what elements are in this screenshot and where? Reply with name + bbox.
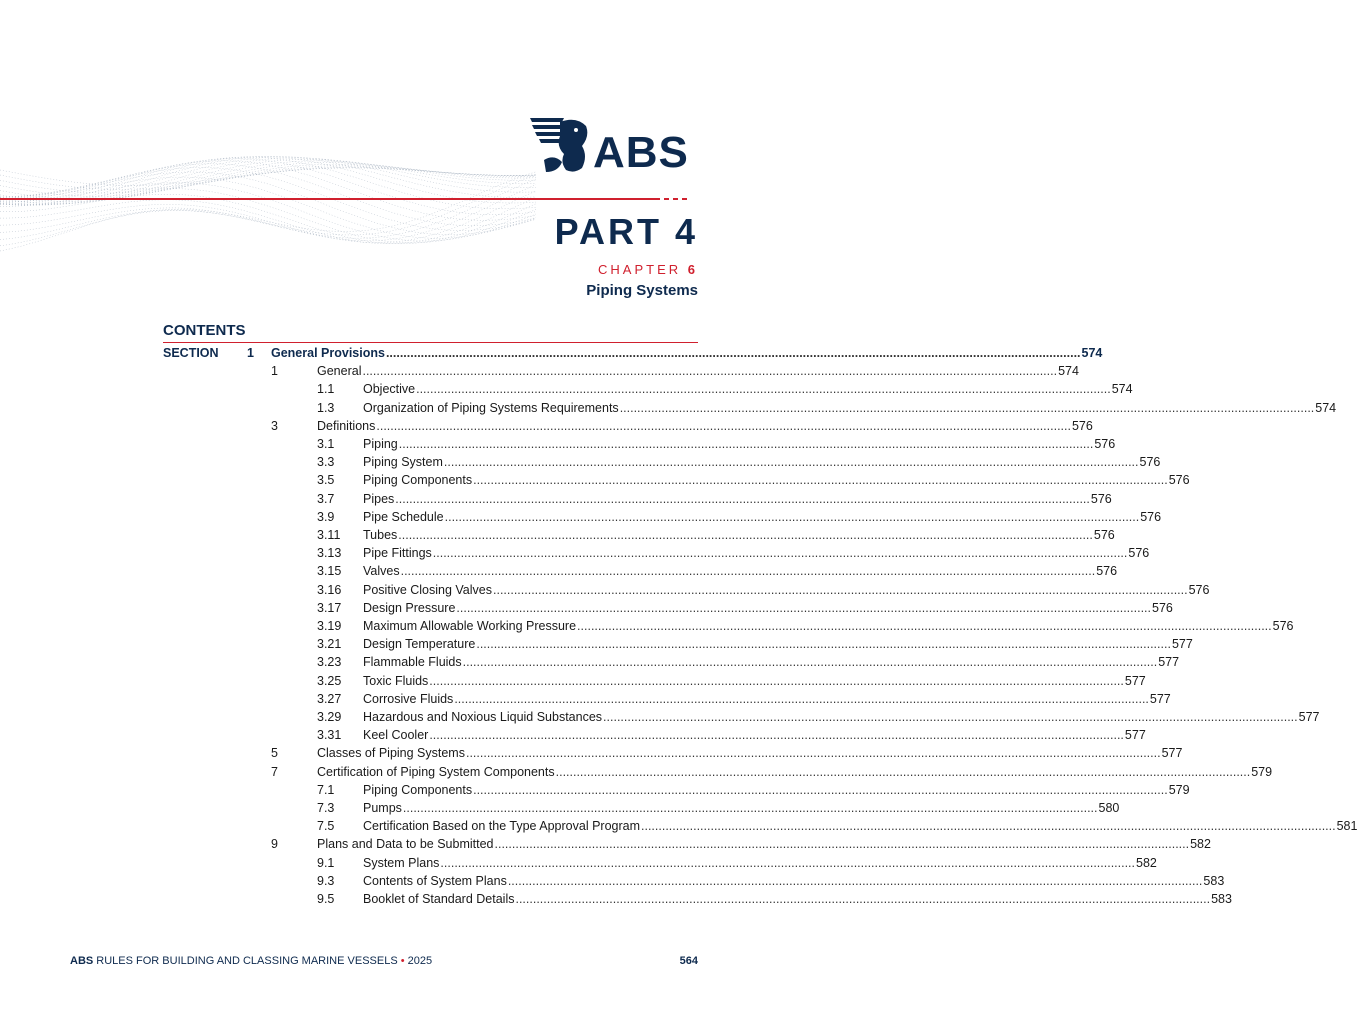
rule-dash: [673, 198, 678, 200]
toc-entry[interactable]: [317, 362, 1079, 380]
toc-entry-page: 583: [1203, 873, 1225, 888]
toc-entry-page: 576: [1140, 509, 1162, 524]
toc-entry-number: 3.17: [317, 600, 342, 615]
toc-entry-number: 9.5: [317, 892, 335, 906]
toc-entry[interactable]: [363, 817, 1357, 835]
toc-entry-page: 577: [1149, 691, 1171, 706]
toc-entry-label: Positive Closing Valves: [363, 582, 492, 597]
toc-leader-dots: ........................................................................................................................................................................................................: [507, 873, 1203, 888]
toc-entry-page: 577: [1124, 673, 1146, 688]
toc-entry-number: 3.9: [317, 509, 335, 524]
toc-entry-page: 574: [1111, 382, 1133, 397]
toc-leader-dots: ........................................................................................................................................................................................................: [476, 637, 1171, 652]
page-number: 564: [679, 955, 698, 967]
toc-entry-label: Hazardous and Noxious Liquid Substances: [363, 710, 603, 724]
wave-line: [0, 164, 536, 199]
wave-line: [0, 161, 536, 204]
toc-entry-page: 577: [1161, 746, 1183, 761]
toc-leader-dots: ........................................................................................................................................................................................................: [641, 819, 1336, 834]
toc-entry[interactable]: [317, 835, 1211, 853]
toc-entry-page: 577: [1158, 655, 1180, 670]
toc-entry-number: 3.7: [317, 491, 335, 506]
toc-entry[interactable]: [363, 581, 1210, 599]
toc-leader-dots: ........................................................................................................................................................................................................: [619, 400, 1315, 415]
toc-entry[interactable]: [271, 344, 1103, 362]
toc-entry-number: 3.16: [317, 582, 342, 597]
toc-entry-number: 5: [271, 746, 278, 761]
rule-dash: [682, 198, 687, 200]
toc-entry-number: 3.15: [317, 564, 342, 579]
toc-entry[interactable]: [317, 417, 1093, 435]
part-title: PART 4: [554, 211, 698, 252]
toc-leader-dots: ........................................................................................................................................................................................................: [416, 382, 1111, 397]
toc-leader-dots: ........................................................................................................................................................................................................: [456, 600, 1151, 615]
wave-line: [0, 172, 536, 235]
toc-entry[interactable]: [363, 890, 1232, 908]
toc-entry-number: 3.3: [317, 455, 335, 470]
toc-entry-page: 576: [1096, 564, 1118, 579]
toc-leader-dots: ........................................................................................................................................................................................................: [465, 746, 1161, 761]
toc-entry-page: 579: [1168, 782, 1190, 797]
toc-entry-label: Booklet of Standard Details: [363, 892, 515, 906]
toc-entry[interactable]: [363, 380, 1133, 398]
chapter-word: CHAPTER: [598, 262, 682, 277]
toc-leader-dots: ........................................................................................................................................................................................................: [398, 437, 1094, 451]
toc-entry[interactable]: [363, 799, 1120, 817]
toc-entry-label: Piping System: [363, 455, 443, 470]
toc-leader-dots: ........................................................................................................................................................................................................: [429, 728, 1124, 743]
toc-entry-label: Pipe Schedule: [363, 509, 444, 524]
toc-entry[interactable]: [363, 872, 1225, 890]
footer-rules-title: RULES FOR BUILDING AND CLASSING MARINE VESSELS: [96, 955, 398, 967]
toc-leader-dots: ........................................................................................................................................................................................................: [493, 582, 1188, 597]
toc-entry-number: 3.11: [317, 528, 341, 542]
toc-entry-number: 3.21: [317, 637, 342, 652]
footer-title: [70, 955, 432, 967]
toc-entry-page: 574: [1315, 400, 1337, 415]
toc-entry[interactable]: [363, 508, 1162, 526]
toc-entry-label: Pipe Fittings: [363, 546, 432, 561]
toc-entry-page: 579: [1251, 764, 1273, 779]
rule-dash: [664, 198, 669, 200]
toc-entry-page: 582: [1190, 837, 1211, 852]
toc-entry-number: 3.27: [317, 691, 342, 706]
contents-rule: [163, 342, 698, 343]
toc-entry-label: System Plans: [363, 855, 440, 870]
toc-entry-label: Contents of System Plans: [363, 873, 507, 888]
toc-entry-number: 3: [271, 418, 278, 433]
toc-leader-dots: ........................................................................................................................................................................................................: [577, 619, 1272, 633]
toc-entry-number: 3.19: [317, 619, 342, 633]
toc-entry-label: Corrosive Fluids: [363, 691, 454, 706]
contents-heading: CONTENTS: [163, 322, 246, 339]
toc-leader-dots: ........................................................................................................................................................................................................: [395, 491, 1090, 506]
wave-line: [0, 172, 536, 251]
toc-entry-page: 577: [1124, 728, 1146, 743]
toc-entry-page: 576: [1128, 546, 1150, 561]
toc-leader-dots: ........................................................................................................................................................................................................: [398, 528, 1093, 542]
toc-leader-dots: ........................................................................................................................................................................................................: [603, 710, 1298, 724]
toc-entry-label: Keel Cooler: [363, 728, 429, 743]
toc-entry-number: 1.3: [317, 400, 335, 415]
toc-entry[interactable]: [317, 744, 1183, 762]
toc-entry[interactable]: [363, 708, 1320, 726]
toc-entry-page: 577: [1171, 637, 1193, 652]
wave-line: [0, 185, 536, 241]
wave-line: [0, 194, 536, 244]
wave-line: [0, 183, 536, 241]
toc-entry-number: 1.1: [317, 382, 335, 397]
wave-line: [0, 156, 536, 203]
toc-entry-number: 7.1: [317, 782, 335, 797]
toc-entry-label: Toxic Fluids: [363, 673, 429, 688]
toc-entry[interactable]: [363, 672, 1146, 690]
wave-line: [0, 177, 536, 238]
toc-entry[interactable]: [363, 526, 1115, 544]
chapter-label: [598, 262, 698, 277]
abs-logo-text: ABS: [593, 128, 689, 177]
toc-entry-label: Valves: [363, 564, 400, 579]
toc-entry-page: 580: [1098, 801, 1120, 815]
toc-entry-label: Flammable Fluids: [363, 655, 462, 670]
toc-entry-number: 3.13: [317, 546, 342, 561]
toc-entry-number: 7: [271, 764, 278, 779]
toc-entry-label: Definitions: [317, 418, 376, 433]
chapter-title: Piping Systems: [586, 282, 698, 299]
toc-entry[interactable]: [363, 399, 1337, 417]
wave-line: [0, 189, 536, 243]
toc-entry[interactable]: [363, 435, 1116, 453]
toc-entry-page: 574: [1081, 346, 1103, 360]
toc-leader-dots: ........................................................................................................................................................................................................: [473, 473, 1168, 488]
toc-entry-label: Certification Based on the Type Approval Program: [363, 819, 641, 834]
toc-leader-dots: ........................................................................................................................................................................................................: [454, 691, 1149, 706]
toc-leader-dots: ........................................................................................................................................................................................................: [376, 418, 1071, 433]
toc-leader-dots: ........................................................................................................................................................................................................: [515, 892, 1211, 906]
toc-leader-dots: ........................................................................................................................................................................................................: [555, 764, 1251, 779]
toc-entry-label: Pipes: [363, 491, 395, 506]
toc-entry-number: 3.31: [317, 728, 342, 743]
toc-entry[interactable]: [363, 599, 1173, 617]
toc-leader-dots: ........................................................................................................................................................................................................: [432, 546, 1128, 561]
toc-entry-number: 9: [271, 837, 278, 852]
toc-leader-dots: ........................................................................................................................................................................................................: [362, 364, 1058, 379]
toc-entry[interactable]: [363, 453, 1161, 471]
toc-entry-page: 576: [1093, 528, 1115, 542]
toc-entry-page: 583: [1211, 892, 1232, 906]
wave-line: [0, 166, 536, 197]
toc-entry-page: 576: [1152, 600, 1173, 615]
toc-entry-number: 3.5: [317, 473, 335, 488]
toc-entry-page: 576: [1188, 582, 1210, 597]
toc-entry-page: 576: [1071, 418, 1093, 433]
toc-entry-label: Tubes: [363, 528, 398, 542]
wave-line: [0, 167, 536, 193]
footer-separator: •: [400, 955, 405, 967]
toc-entry[interactable]: [363, 635, 1193, 653]
toc-entry[interactable]: [363, 471, 1190, 489]
toc-entry-page: 576: [1139, 455, 1161, 470]
toc-entry-label: Piping Components: [363, 782, 473, 797]
toc-entry[interactable]: [317, 763, 1273, 781]
toc-entry[interactable]: [363, 562, 1118, 580]
toc-entry-label: Maximum Allowable Working Pressure: [363, 619, 577, 633]
toc-entry-number: 3.25: [317, 673, 342, 688]
toc-entry-label: Organization of Piping Systems Requirements: [363, 400, 619, 415]
footer-brand: ABS: [70, 955, 94, 967]
toc-leader-dots: ........................................................................................................................................................................................................: [400, 564, 1096, 579]
toc-entry-label: Classes of Piping Systems: [317, 746, 465, 761]
toc-entry-number: 9.3: [317, 873, 335, 888]
toc-entry-label: Design Temperature: [363, 637, 476, 652]
chapter-number: 6: [687, 262, 698, 277]
toc-entry-page: 582: [1136, 855, 1157, 870]
toc-entry[interactable]: [363, 854, 1157, 872]
toc-leader-dots: ........................................................................................................................................................................................................: [444, 509, 1140, 524]
toc-entry-label: Plans and Data to be Submitted: [317, 837, 494, 852]
toc-leader-dots: ........................................................................................................................................................................................................: [443, 455, 1139, 470]
toc-entry-number: 7.5: [317, 819, 335, 834]
wave-line: [0, 197, 536, 243]
toc-entry[interactable]: [363, 490, 1112, 508]
wave-line: [0, 161, 536, 221]
toc-entry-label: Objective: [363, 382, 416, 397]
toc-entry-page: 576: [1168, 473, 1190, 488]
toc-entry-number: 9.1: [317, 855, 335, 870]
toc-entry-label: Piping: [363, 437, 398, 451]
toc-entry-number: 3.23: [317, 655, 342, 670]
toc-entry-page: 577: [1298, 710, 1320, 724]
toc-entry-number: 7.3: [317, 801, 335, 815]
toc-entry-label: Piping Components: [363, 473, 473, 488]
toc-leader-dots: ........................................................................................................................................................................................................: [429, 673, 1124, 688]
toc-entry-page: 576: [1272, 619, 1294, 633]
toc-leader-dots: ........................................................................................................................................................................................................: [402, 801, 1098, 815]
toc-entry[interactable]: [363, 544, 1150, 562]
wave-line: [0, 168, 536, 190]
toc-entry[interactable]: [363, 690, 1171, 708]
toc-entry-page: 576: [1094, 437, 1116, 451]
toc-leader-dots: ........................................................................................................................................................................................................: [494, 837, 1190, 852]
section-word: SECTION: [163, 346, 219, 360]
toc-entry-page: 576: [1090, 491, 1112, 506]
wave-line: [0, 175, 536, 246]
header-rule: [0, 198, 660, 200]
toc-leader-dots: ........................................................................................................................................................................................................: [473, 782, 1168, 797]
toc-entry[interactable]: [363, 781, 1190, 799]
toc-entry-number: 1: [271, 364, 278, 379]
toc-entry-number: 3.1: [317, 437, 335, 451]
toc-leader-dots: ........................................................................................................................................................................................................: [385, 346, 1081, 360]
toc-entry-label: General Provisions: [271, 346, 385, 360]
footer-year: 2025: [407, 955, 433, 967]
toc-leader-dots: ........................................................................................................................................................................................................: [440, 855, 1136, 870]
toc-entry-label: Design Pressure: [363, 600, 456, 615]
toc-entry-label: Pumps: [363, 801, 402, 815]
toc-leader-dots: ........................................................................................................................................................................................................: [462, 655, 1158, 670]
toc-entry[interactable]: [363, 726, 1146, 744]
toc-entry-label: Certification of Piping System Components: [317, 764, 555, 779]
toc-entry-label: General: [317, 364, 362, 379]
section-number: 1: [247, 346, 254, 360]
toc-entry-page: 574: [1058, 364, 1079, 379]
toc-entry[interactable]: [363, 653, 1180, 671]
toc-entry[interactable]: [363, 617, 1294, 635]
toc-entry-page: 581: [1336, 819, 1357, 834]
toc-entry-number: 3.29: [317, 710, 342, 724]
wave-line: [0, 168, 536, 186]
